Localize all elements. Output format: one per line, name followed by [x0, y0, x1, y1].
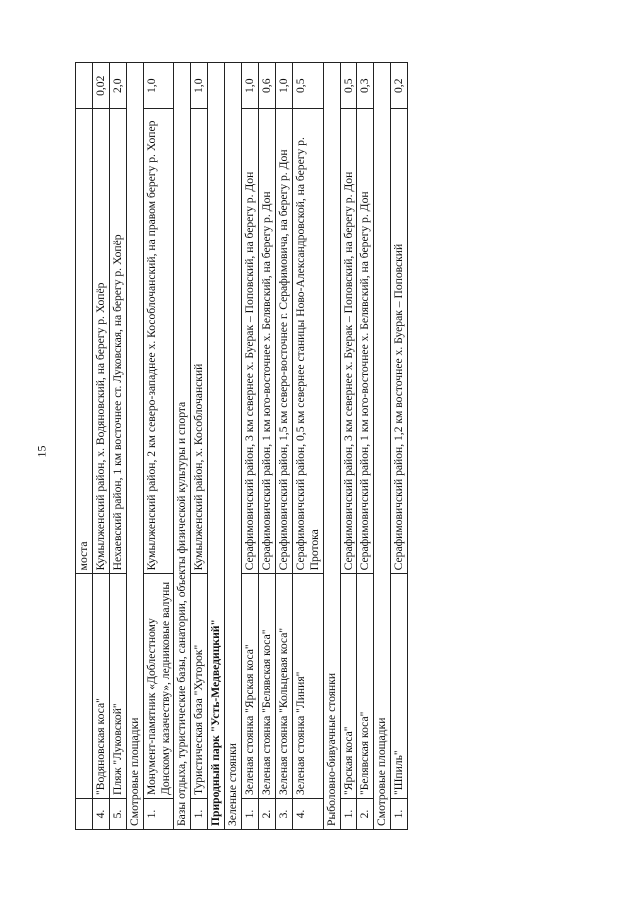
area-value-cell: 1,0: [242, 63, 259, 110]
object-name-cell: Туристическая база "Хуторок": [191, 574, 208, 799]
section-header: Зеленые стоянки: [225, 63, 242, 830]
object-name-cell: Зеленая стоянка "Кольцевая коса": [275, 574, 292, 799]
table-row: [191, 63, 208, 830]
table-body: [76, 63, 408, 830]
row-number: 1.: [191, 799, 208, 830]
row-number: 4.: [92, 799, 109, 830]
object-name-cell: Монумент-памятник «Доблестному Донскому казачеству», ледниковые валуны: [143, 574, 174, 799]
area-value-cell: 0,3: [357, 63, 374, 110]
table-row: [275, 63, 292, 830]
section-header-row: [126, 63, 143, 830]
area-value-cell: 0,02: [92, 63, 109, 110]
area-value-cell: 1,0: [143, 63, 174, 110]
section-header: Смотровые площадки: [126, 63, 143, 830]
row-number: 1.: [340, 799, 357, 830]
table-row: [258, 63, 275, 830]
row-number: 2.: [357, 799, 374, 830]
table-row: [292, 63, 323, 830]
page-number: 15: [34, 445, 49, 458]
object-name-cell: "Шпиль": [391, 574, 408, 799]
table-row: [242, 63, 259, 830]
location-cell: Серафимовичский район, 1 км юго-восточнее х. Белявский, на берегу р. Дон: [357, 109, 374, 574]
area-value-cell: 1,0: [191, 63, 208, 110]
table-row: [92, 63, 109, 830]
location-cell: Серафимовичский район, 3 км севернее х. Буерак – Поповский, на берегу р. Дон: [242, 109, 259, 574]
area-value-cell: [76, 63, 93, 110]
section-header-row: [323, 63, 340, 830]
object-name-cell: [76, 574, 93, 799]
objects-table: [75, 62, 408, 830]
location-cell: Серафимовичский район, 0,5 км севернее станицы Ново-Александровской, на берегу р. Протока: [292, 109, 323, 574]
table-row: [357, 63, 374, 830]
table-row: [340, 63, 357, 830]
area-value-cell: 0,5: [340, 63, 357, 110]
location-cell: Кумылженский район, х. Водяновский, на берегу р. Хопёр: [92, 109, 109, 574]
object-name-cell: Зеленая стоянка "Линия": [292, 574, 323, 799]
row-number: 3.: [275, 799, 292, 830]
location-cell: моста: [76, 109, 93, 574]
section-header-row: [225, 63, 242, 830]
rotated-table-container: [75, 62, 570, 830]
row-number: 1.: [143, 799, 174, 830]
area-value-cell: 0,6: [258, 63, 275, 110]
row-number: 4.: [292, 799, 323, 830]
table-row: [391, 63, 408, 830]
object-name-cell: "Белявская коса": [357, 574, 374, 799]
section-header: Природный парк "Усть-Медведицкий": [208, 63, 225, 830]
section-header-row: [174, 63, 191, 830]
section-header-row: [208, 63, 225, 830]
section-header: Базы отдыха, туристические базы, санатории, объекты физической культуры и спорта: [174, 63, 191, 830]
row-number: 2.: [258, 799, 275, 830]
section-header-row: [374, 63, 391, 830]
table-row: [143, 63, 174, 830]
object-name-cell: "Водяновская коса": [92, 574, 109, 799]
row-number: 5.: [109, 799, 126, 830]
location-cell: Нехаевский район, 1 км восточнее ст. Луковская, на берегу р. Хопёр: [109, 109, 126, 574]
object-name-cell: "Ярская коса": [340, 574, 357, 799]
area-value-cell: 0,2: [391, 63, 408, 110]
object-name-cell: Зеленая стоянка "Ярская коса": [242, 574, 259, 799]
table-row: [109, 63, 126, 830]
location-cell: Серафимовичский район, 1,5 км северо-восточнее г. Серафимовича, на берегу р. Дон: [275, 109, 292, 574]
section-header: Смотровые площадки: [374, 63, 391, 830]
table-row: [76, 63, 93, 830]
row-number: [76, 799, 93, 830]
area-value-cell: 1,0: [275, 63, 292, 110]
area-value-cell: 2,0: [109, 63, 126, 110]
location-cell: Серафимовичский район, 1 км юго-восточнее х. Белявский, на берегу р. Дон: [258, 109, 275, 574]
section-header: Рыболовно-бивуачные стоянки: [323, 63, 340, 830]
location-cell: Серафимовичский район, 3 км севернее х. Буерак – Поповский, на берегу р. Дон: [340, 109, 357, 574]
object-name-cell: Пляж "Луковской": [109, 574, 126, 799]
location-cell: Кумылженский район, х. Кособлочанский: [191, 109, 208, 574]
row-number: 1.: [242, 799, 259, 830]
row-number: 1.: [391, 799, 408, 830]
location-cell: Кумылженский район, 2 км северо-западнее х. Кособлочанский, на правом берегу р. Хопер: [143, 109, 174, 574]
area-value-cell: 0,5: [292, 63, 323, 110]
location-cell: Серафимовичский район, 1,2 км восточнее х. Буерак – Поповский: [391, 109, 408, 574]
object-name-cell: Зеленая стоянка "Белявская коса": [258, 574, 275, 799]
